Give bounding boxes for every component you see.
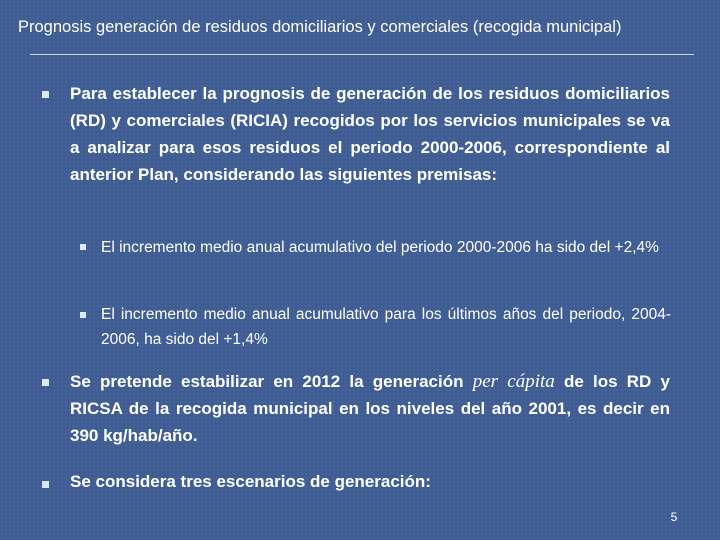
bullet-square-icon	[42, 91, 49, 98]
title-divider	[30, 54, 694, 55]
bullet-square-icon	[42, 481, 49, 488]
sub-bullet-square-icon	[80, 244, 86, 250]
bullet-text: Se considera tres escenarios de generación:	[70, 472, 431, 491]
bullet-square-icon	[42, 379, 49, 386]
bullet-text	[70, 368, 670, 449]
sub-bullet-text: El incremento medio anual acumulativo del periodo 2000-2006 ha sido del +2,4%	[101, 239, 659, 256]
bullet-text: Para establecer la prognosis de generación de los residuos domiciliarios (RD) y comerciales (RICIA) recogidos por los servicios municipales se va a analizar para esos residuos el periodo 2000-2006, correspondiente al anterior Plan, considerando las siguientes premisas:	[70, 84, 670, 184]
sub-bullet-square-icon	[80, 312, 86, 318]
page-number: 5	[670, 510, 678, 524]
bullet-text-part: de los RD y RICSA de la recogida municipal en los niveles del año 2001, es decir en 390 kg/hab/año.	[70, 372, 670, 445]
bullet-text-part: Se pretende estabilizar en 2012 la generación	[70, 372, 473, 391]
sub-bullet-text: El incremento medio anual acumulativo para los últimos años del periodo, 2004-2006, ha sido del +1,4%	[101, 306, 671, 348]
slide-title: Prognosis generación de residuos domiciliarios y comerciales (recogida municipal)	[18, 18, 622, 36]
bullet-text-italic: per cápita	[472, 371, 555, 392]
